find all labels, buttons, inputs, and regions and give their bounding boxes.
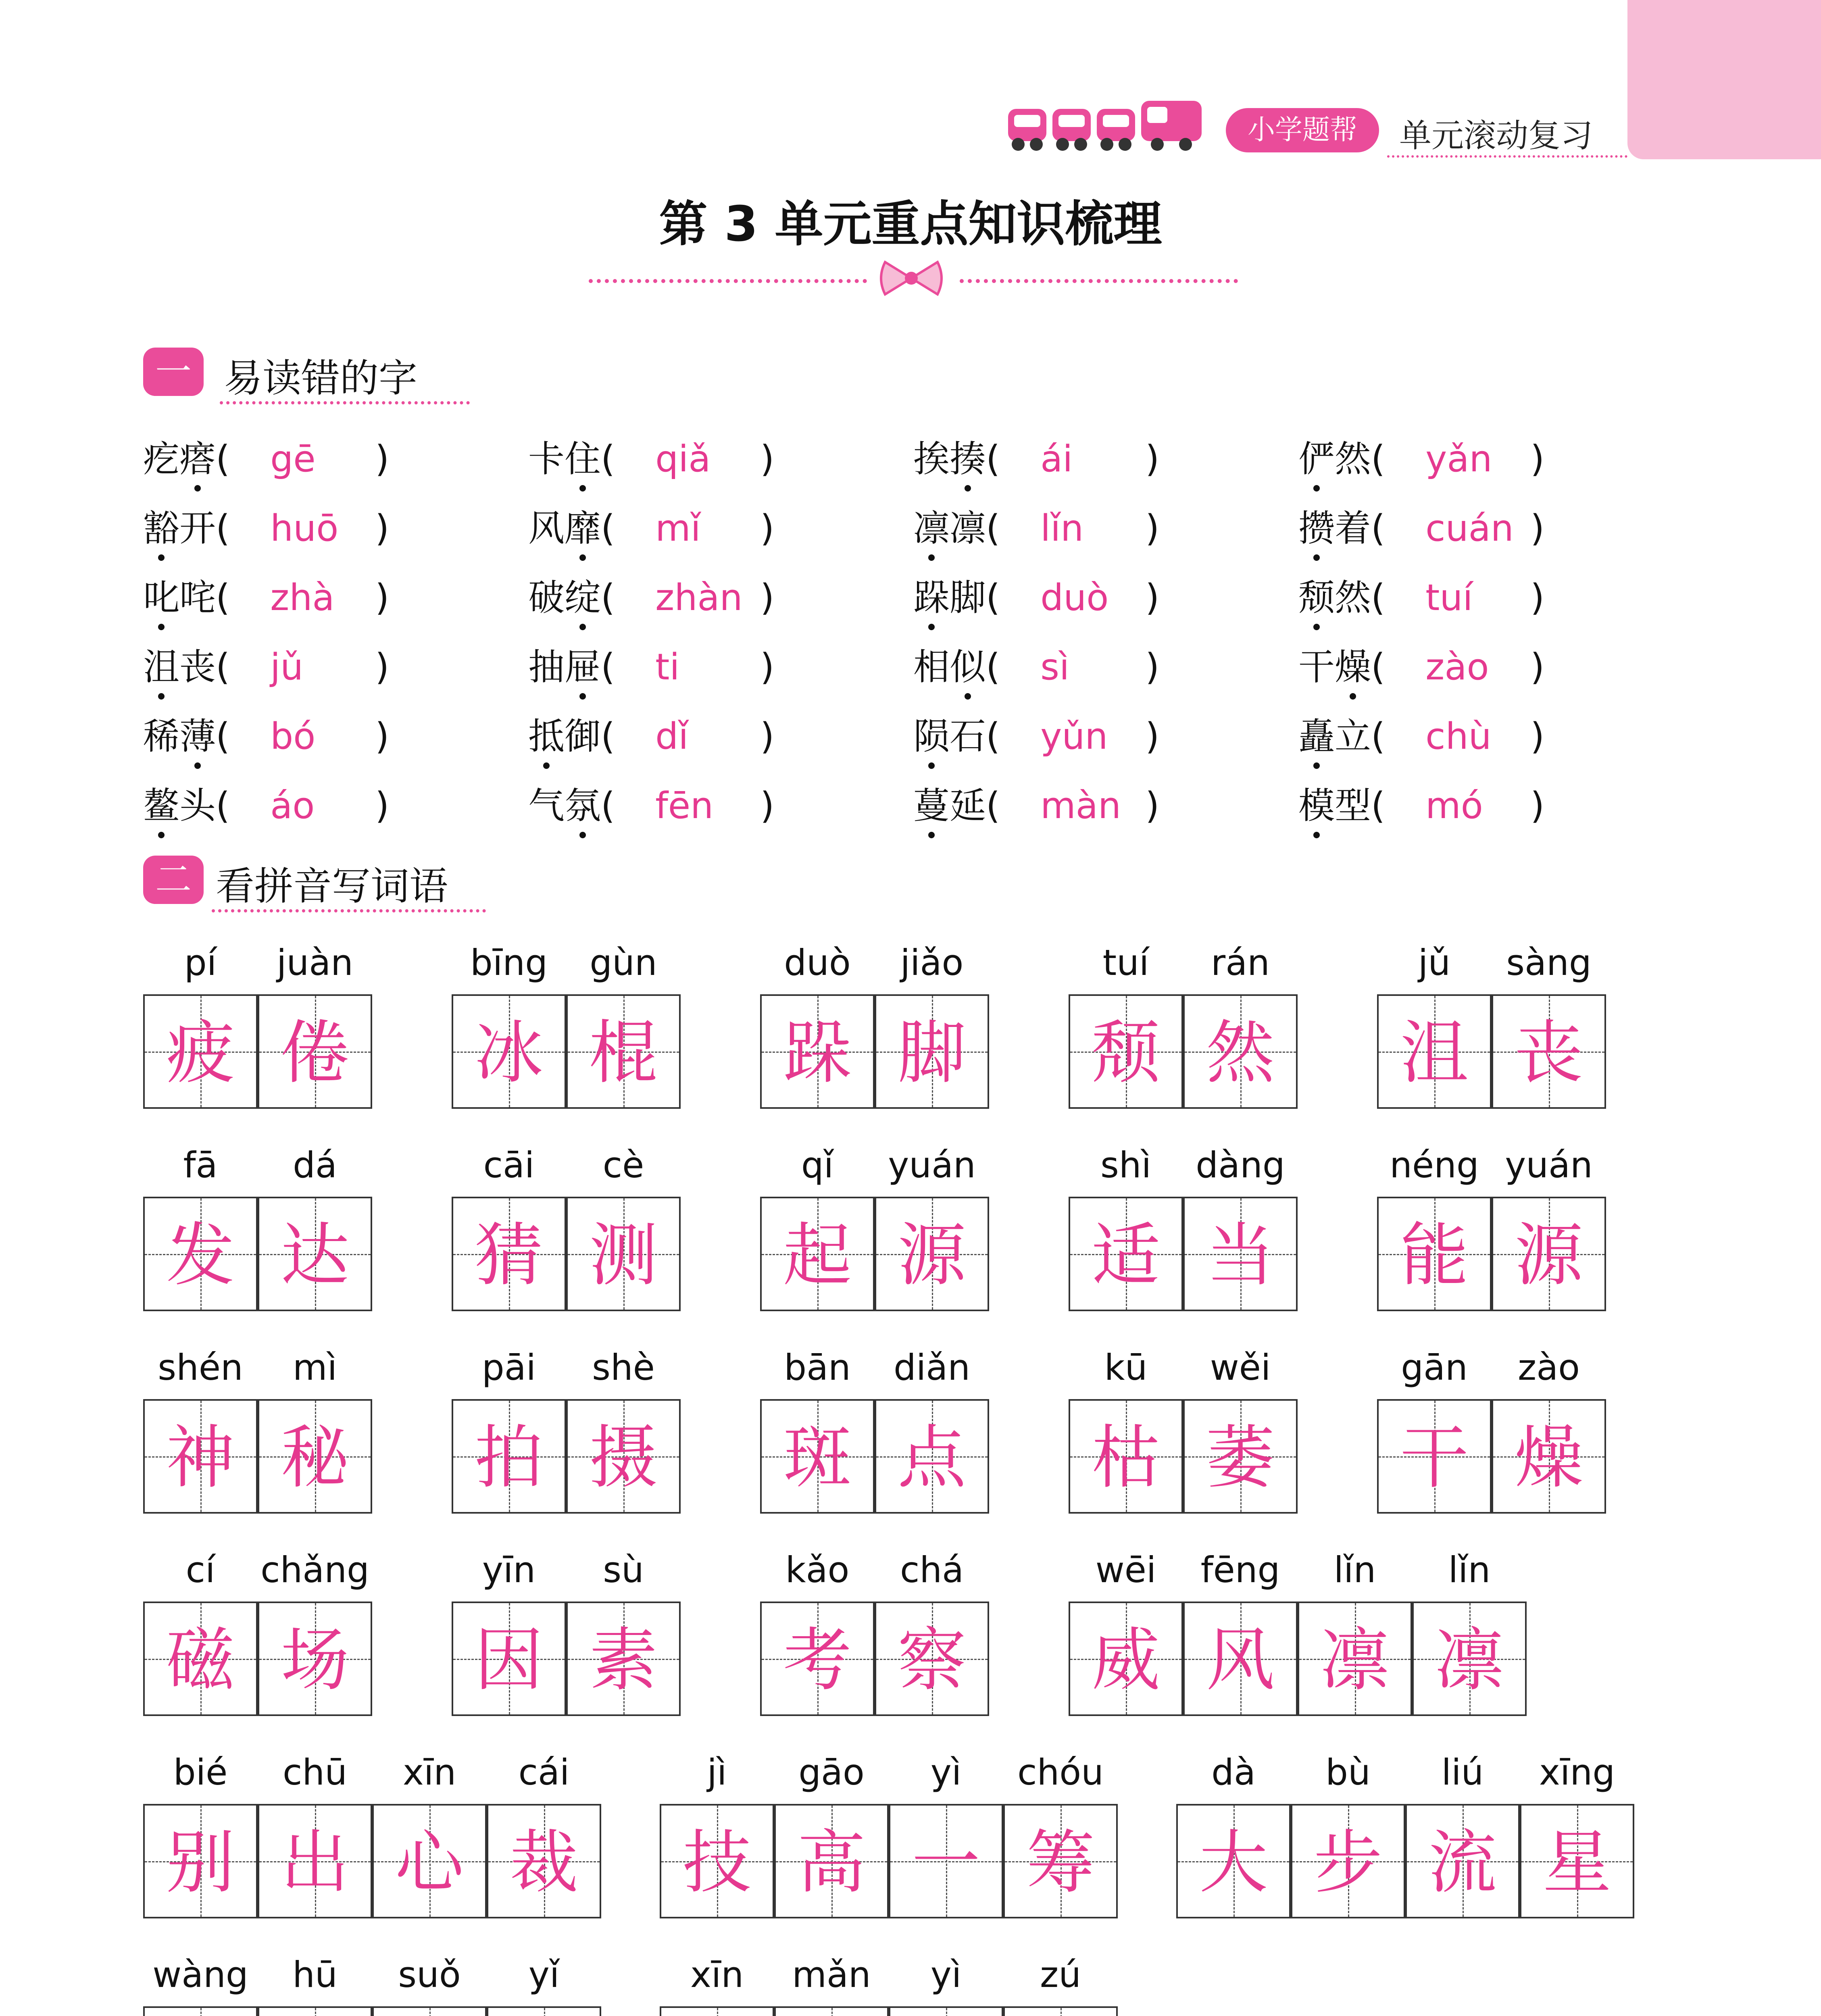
tianzige-cell [760,1197,875,1311]
word-char: 着 [1335,507,1371,550]
tianzige-cell [875,1399,989,1514]
word-char: 风 [528,507,565,550]
pinyin-syllable: mì [292,1347,338,1388]
hanzi-answer: 磁 [166,1620,235,1700]
hanzi-answer [259,2008,371,2016]
pinyin-answer: ái [1040,438,1073,480]
pinyin-syllable: cāi [483,1144,535,1186]
pinyin-answer: zhàn [655,577,743,619]
dotted-char: 抵 [528,715,565,758]
pinyin-syllable: yīn [482,1549,536,1591]
pinyin-syllable: suǒ [398,1954,461,1995]
section-1-badge: 一 [143,348,204,396]
reading-item: 颓然( tuí ) [1298,577,1545,619]
hanzi-answer: 达 [280,1216,349,1295]
hanzi-answer: 起 [783,1216,852,1295]
pinyin-answer: jǔ [270,646,304,688]
tianzige-cell [875,1602,989,1716]
tianzige-cell [452,994,566,1109]
tianzige-cell [372,1804,487,1918]
tianzige-cell [566,994,681,1109]
dotted-char: 似 [950,646,986,688]
tianzige-cell [889,2006,1003,2016]
hanzi-answer: 拍 [474,1418,543,1498]
reading-item: 豁开( huō ) [143,507,390,550]
hanzi-answer: 技 [682,1823,751,1903]
dotted-char: 矗 [1298,715,1335,758]
pinyin-answer: huō [270,507,339,550]
pinyin-syllable: shén [158,1347,243,1388]
pinyin-answer: zào [1425,646,1489,688]
pinyin-syllable: néng [1390,1144,1479,1186]
hanzi-answer: 星 [1542,1823,1611,1903]
word-char: 卡 [528,438,565,480]
tianzige-cell [1069,1197,1183,1311]
dotted-char: 住 [565,438,601,480]
dotted-char: 绽 [565,577,601,619]
tianzige-cell [1377,1399,1492,1514]
pinyin-answer: bó [270,715,316,758]
pinyin-answer: sì [1040,646,1070,688]
hanzi-answer: 神 [166,1418,235,1498]
word-char: 咤 [179,577,216,619]
word-char: 疙 [143,438,179,480]
hanzi-answer: 然 [1206,1013,1275,1093]
word-char: 稀 [143,715,179,758]
hanzi-answer: 察 [897,1620,966,1700]
pinyin-syllable: xīng [1539,1752,1615,1793]
pinyin-answer: dǐ [655,715,689,758]
tianzige-cell [1003,1804,1118,1918]
tianzige-cell [258,994,372,1109]
hanzi-answer: 凛 [1435,1620,1504,1700]
pinyin-syllable: xīn [402,1752,456,1793]
tianzige-cell [1183,1399,1298,1514]
word-char: 石 [950,715,986,758]
word-char: 挨 [913,438,950,480]
word-char: 型 [1335,785,1371,827]
dotted-char: 揍 [950,438,986,480]
word-char: 丧 [179,646,216,688]
dotted-char: 凛 [913,507,950,550]
tianzige-cell [889,1804,1003,1918]
tianzige-cell [660,2006,774,2016]
dotted-char: 屉 [565,646,601,688]
bow-icon [877,258,946,298]
tianzige-cell [875,994,989,1109]
hanzi-answer: 萎 [1206,1418,1275,1498]
hanzi-answer: 棍 [589,1013,658,1093]
dotted-char: 燥 [1335,646,1371,688]
pinyin-syllable: liú [1441,1752,1484,1793]
tianzige-cell [143,2006,258,2016]
tianzige-cell [1069,1399,1183,1514]
dotted-char: 蔓 [913,785,950,827]
pinyin-syllable: fēng [1200,1549,1280,1591]
pinyin-syllable: chóu [1017,1752,1104,1793]
word-char: 凛 [950,507,986,550]
tianzige-cell [1183,1197,1298,1311]
pinyin-syllable: yǐ [528,1954,560,1995]
hanzi-answer: 筹 [1026,1823,1095,1903]
word-char: 破 [528,577,565,619]
tianzige-cell [1003,2006,1118,2016]
pinyin-syllable: dà [1211,1752,1256,1793]
pinyin-syllable: chǎng [260,1549,369,1591]
pinyin-syllable: duò [784,942,851,983]
hanzi-answer: 脚 [897,1013,966,1093]
pinyin-syllable: sàng [1506,942,1592,983]
train-icon [1008,97,1210,153]
hanzi-answer: 干 [1400,1418,1469,1498]
hanzi-answer: 一 [911,1823,980,1903]
tianzige-cell [487,1804,601,1918]
word-char: 然 [1335,577,1371,619]
section-2-title: 看拼音写词语 [216,864,448,909]
tianzige-cell [1291,1804,1405,1918]
reading-item: 鳌头( áo ) [143,785,390,827]
pinyin-syllable: lǐn [1448,1549,1491,1591]
pinyin-syllable: yuán [888,1144,976,1186]
pinyin-syllable: bù [1325,1752,1371,1793]
pinyin-syllable: kū [1104,1347,1148,1388]
tianzige-cell [452,1399,566,1514]
header-title: 单元滚动复习 [1399,117,1593,154]
hanzi-answer: 燥 [1514,1418,1583,1498]
pinyin-syllable: hū [292,1954,338,1995]
hanzi-answer: 源 [897,1216,966,1295]
pinyin-answer: tuí [1425,577,1473,619]
pinyin-syllable: chá [900,1549,964,1591]
tianzige-cell [452,1197,566,1311]
pinyin-answer: áo [270,785,315,827]
word-char: 立 [1335,715,1371,758]
pinyin-answer: cuán [1425,507,1514,550]
dotted-char: 靡 [565,507,601,550]
word-char: 延 [950,785,986,827]
pinyin-syllable: zào [1518,1347,1580,1388]
pinyin-syllable: yuán [1505,1144,1593,1186]
hanzi-answer [145,2008,256,2016]
tianzige-cell [1377,1197,1492,1311]
hanzi-answer: 适 [1091,1216,1160,1295]
reading-item: 气氛( fēn ) [528,785,775,827]
pinyin-syllable: kǎo [785,1549,850,1591]
pinyin-syllable: pāi [481,1347,536,1388]
pinyin-syllable: bān [784,1347,851,1388]
hanzi-answer: 枯 [1091,1418,1160,1498]
tianzige-cell [1492,1197,1606,1311]
pinyin-answer: mó [1425,785,1483,827]
hanzi-answer: 流 [1428,1823,1497,1903]
pinyin-syllable: gùn [590,942,657,983]
tianzige-cell [774,1804,889,1918]
reading-item: 矗立( chù ) [1298,715,1545,758]
reading-item: 相似( sì ) [913,646,1160,688]
pinyin-syllable: wěi [1210,1347,1271,1388]
pinyin-syllable: cè [602,1144,644,1186]
brand-badge: 小学题帮 [1226,108,1379,152]
hanzi-answer: 秘 [280,1418,349,1498]
tianzige-cell [1183,994,1298,1109]
hanzi-answer [661,2008,773,2016]
pinyin-syllable: jì [707,1752,727,1793]
page-title: 第 3 单元重点知识梳理 [659,196,1162,252]
hanzi-answer [776,2008,887,2016]
hanzi-answer: 当 [1206,1216,1275,1295]
tianzige-cell [760,994,875,1109]
dotted-char: 氛 [565,785,601,827]
pinyin-syllable: qǐ [801,1144,834,1186]
word-char: 相 [913,646,950,688]
tianzige-cell [566,1602,681,1716]
reading-item: 干燥( zào ) [1298,646,1545,688]
pinyin-syllable: cái [518,1752,570,1793]
corner-tab [1627,0,1821,159]
hanzi-answer: 心 [395,1823,464,1903]
hanzi-answer: 颓 [1091,1013,1160,1093]
tianzige-cell [1412,1602,1527,1716]
dotted-char: 攒 [1298,507,1335,550]
hanzi-answer: 源 [1514,1216,1583,1295]
tianzige-cell [566,1399,681,1514]
word-char: 气 [528,785,565,827]
pinyin-syllable: gān [1401,1347,1468,1388]
hanzi-answer [890,2008,1002,2016]
tianzige-cell [143,1804,258,1918]
dotted-char: 颓 [1298,577,1335,619]
reading-item: 凛凛( lǐn ) [913,507,1160,550]
tianzige-cell [487,2006,601,2016]
reading-item: 叱咤( zhà ) [143,577,390,619]
tianzige-cell [1520,1804,1634,1918]
hanzi-answer: 丧 [1514,1013,1583,1093]
reading-item: 模型( mó ) [1298,785,1545,827]
tianzige-cell [372,2006,487,2016]
tianzige-cell [760,1399,875,1514]
pinyin-syllable: mǎn [792,1954,871,1995]
pinyin-syllable: yì [930,1752,962,1793]
tianzige-cell [258,2006,372,2016]
dotted-char: 俨 [1298,438,1335,480]
hanzi-answer [1005,2008,1116,2016]
pinyin-syllable: wēi [1095,1549,1156,1591]
reading-item: 蔓延( màn ) [913,785,1160,827]
hanzi-answer: 发 [166,1216,235,1295]
tianzige-cell [1183,1602,1298,1716]
pinyin-answer: ti [655,646,680,688]
pinyin-syllable: bié [173,1752,228,1793]
hanzi-answer: 猜 [474,1216,543,1295]
reading-item: 抽屉( ti ) [528,646,775,688]
pinyin-answer: zhà [270,577,335,619]
dotted-char: 叱 [143,577,179,619]
tianzige-cell [258,1197,372,1311]
hanzi-answer: 出 [280,1823,349,1903]
hanzi-answer [374,2008,485,2016]
pinyin-answer: duò [1040,577,1109,619]
section-2-badge: 二 [143,856,204,904]
pinyin-syllable: jǔ [1418,942,1451,983]
word-char: 御 [565,715,601,758]
tianzige-cell [1069,994,1183,1109]
hanzi-answer: 威 [1091,1620,1160,1700]
pinyin-syllable: jiǎo [900,942,964,983]
tianzige-cell [875,1197,989,1311]
pinyin-answer: gē [270,438,316,480]
hanzi-answer: 考 [783,1620,852,1700]
pinyin-answer: lǐn [1040,507,1084,550]
dotted-char: 豁 [143,507,179,550]
tianzige-cell [566,1197,681,1311]
pinyin-syllable: lǐn [1333,1549,1376,1591]
pinyin-answer: fēn [655,785,714,827]
tianzige-cell [258,1602,372,1716]
tianzige-cell [258,1399,372,1514]
tianzige-cell [774,2006,889,2016]
header-underline [1387,155,1627,158]
pinyin-syllable: shì [1100,1144,1152,1186]
word-char: 抽 [528,646,565,688]
dotted-char: 陨 [913,715,950,758]
hanzi-answer: 大 [1199,1823,1268,1903]
tianzige-cell [143,1602,258,1716]
pinyin-answer: yǔn [1040,715,1108,758]
pinyin-syllable: diǎn [893,1347,970,1388]
tianzige-cell [1492,994,1606,1109]
pinyin-syllable: gāo [798,1752,865,1793]
tianzige-cell [1405,1804,1520,1918]
pinyin-syllable: cí [185,1549,215,1591]
hanzi-answer: 高 [797,1823,866,1903]
section-1-underline [220,401,470,404]
tianzige-cell [452,1602,566,1716]
pinyin-syllable: rán [1211,942,1270,983]
hanzi-answer: 素 [589,1620,658,1700]
hanzi-answer [488,2008,600,2016]
pinyin-syllable: chū [283,1752,347,1793]
hanzi-answer: 沮 [1400,1013,1469,1093]
pinyin-answer: chù [1425,715,1492,758]
hanzi-answer: 别 [166,1823,235,1903]
pinyin-answer: mǐ [655,507,701,550]
tianzige-cell [660,1804,774,1918]
pinyin-answer: màn [1040,785,1121,827]
tianzige-cell [1377,994,1492,1109]
pinyin-syllable: shè [592,1347,655,1388]
dotted-char: 跺 [913,577,950,619]
hanzi-answer: 步 [1313,1823,1382,1903]
hanzi-answer: 裁 [509,1823,578,1903]
dotted-char: 沮 [143,646,179,688]
tianzige-cell [1176,1804,1291,1918]
reading-item: 挨揍( ái ) [913,438,1160,480]
dotted-char: 薄 [179,715,216,758]
tianzige-cell [1069,1602,1183,1716]
title-divider-right [960,279,1238,283]
pinyin-answer: yǎn [1425,438,1492,480]
hanzi-answer: 场 [280,1620,349,1700]
tianzige-cell [143,1399,258,1514]
tianzige-cell [1492,1399,1606,1514]
word-char: 开 [179,507,216,550]
pinyin-syllable: sù [603,1549,644,1591]
pinyin-syllable: xīn [690,1954,744,1995]
word-char: 然 [1335,438,1371,480]
word-char: 头 [179,785,216,827]
hanzi-answer: 因 [474,1620,543,1700]
pinyin-syllable: wàng [152,1954,248,1995]
pinyin-syllable: dàng [1196,1144,1285,1186]
pinyin-syllable: fā [183,1144,218,1186]
tianzige-cell [143,1197,258,1311]
tianzige-cell [143,994,258,1109]
hanzi-answer: 跺 [783,1013,852,1093]
reading-item: 风靡( mǐ ) [528,507,775,550]
reading-item: 稀薄( bó ) [143,715,390,758]
reading-item: 卡住( qiǎ ) [528,438,775,480]
word-char: 脚 [950,577,986,619]
hanzi-answer: 点 [897,1418,966,1498]
tianzige-cell [760,1602,875,1716]
reading-item: 疙瘩( gē ) [143,438,390,480]
hanzi-answer: 斑 [783,1418,852,1498]
dotted-char: 鳌 [143,785,179,827]
tianzige-cell [1298,1602,1412,1716]
pinyin-syllable: zú [1040,1954,1081,1995]
section-2-underline [212,909,486,912]
hanzi-answer: 能 [1400,1216,1469,1295]
dotted-char: 模 [1298,785,1335,827]
pinyin-syllable: bīng [470,942,548,983]
hanzi-answer: 测 [589,1216,658,1295]
dotted-char: 瘩 [179,438,216,480]
pinyin-syllable: tuí [1102,942,1149,983]
hanzi-answer: 摄 [589,1418,658,1498]
pinyin-syllable: yì [930,1954,962,1995]
reading-item: 跺脚( duò ) [913,577,1160,619]
pinyin-answer: qiǎ [655,438,711,480]
hanzi-answer: 疲 [166,1013,235,1093]
hanzi-answer: 冰 [474,1013,543,1093]
tianzige-cell [258,1804,372,1918]
reading-item: 陨石( yǔn ) [913,715,1160,758]
word-char: 干 [1298,646,1335,688]
reading-item: 沮丧( jǔ ) [143,646,390,688]
hanzi-answer: 凛 [1320,1620,1389,1700]
reading-item: 抵御( dǐ ) [528,715,775,758]
hanzi-answer: 风 [1206,1620,1275,1700]
hanzi-answer: 倦 [280,1013,349,1093]
pinyin-syllable: dá [293,1144,337,1186]
pinyin-syllable: pí [184,942,217,983]
pinyin-syllable: juàn [277,942,353,983]
reading-item: 俨然( yǎn ) [1298,438,1545,480]
reading-item: 破绽( zhàn ) [528,577,775,619]
section-1-title: 易读错的字 [224,356,417,401]
reading-item: 攒着( cuán ) [1298,507,1545,550]
title-divider-left [589,279,867,283]
